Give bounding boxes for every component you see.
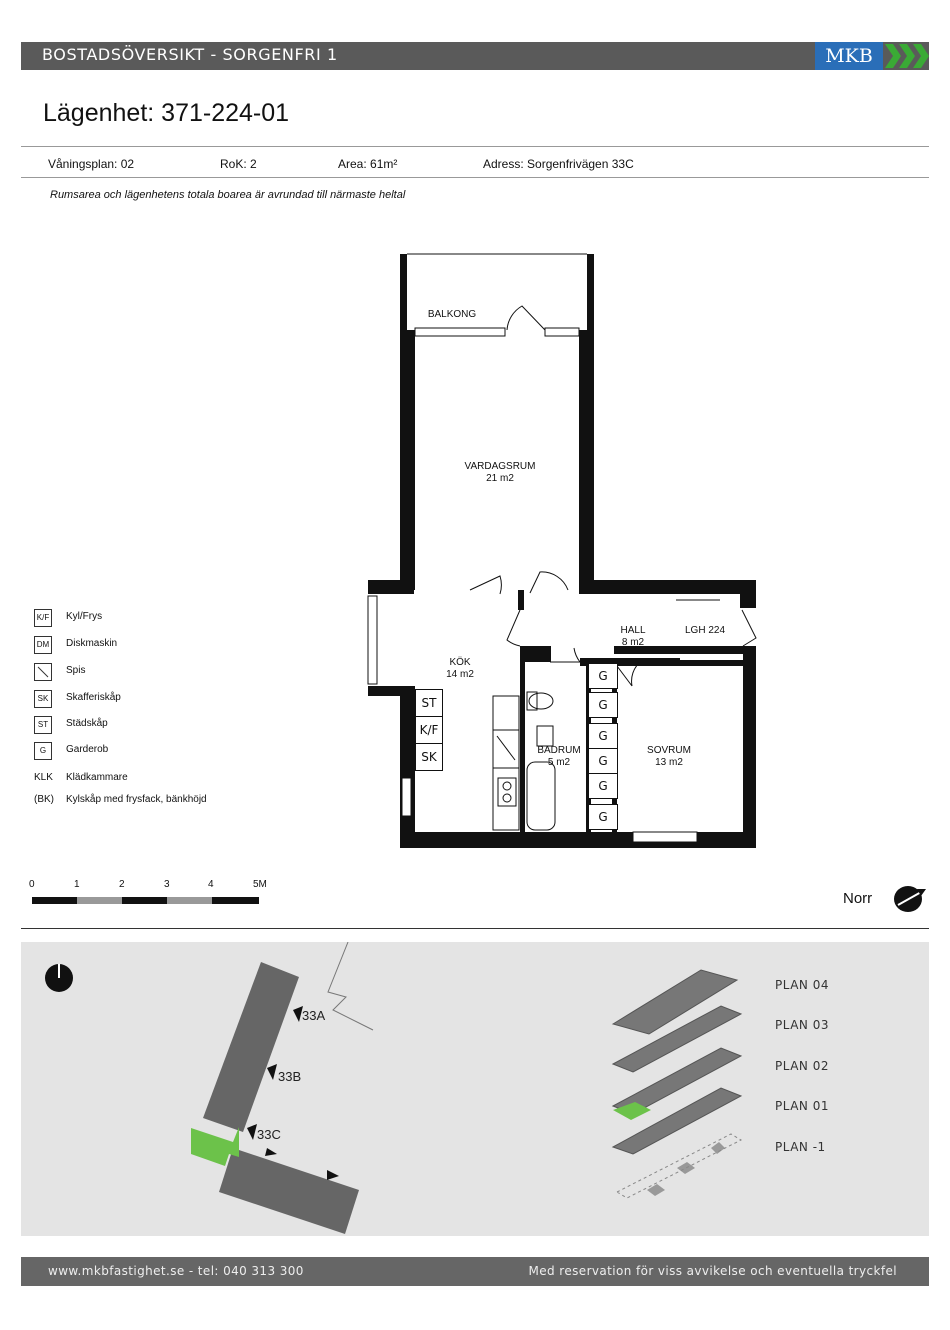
scale-bar <box>32 897 262 905</box>
stove-symbol-icon <box>34 663 52 681</box>
north-arrow-icon <box>893 883 927 913</box>
legend-label: Diskmaskin <box>66 638 118 649</box>
plan-label: PLAN -1 <box>775 1140 826 1154</box>
legend-code: (BK) <box>34 794 54 805</box>
room-sovrum-area: 13 m2 <box>655 757 683 768</box>
room-badrum <box>535 745 583 769</box>
logo-text: MKB <box>815 42 883 70</box>
room-kok <box>430 657 490 681</box>
scale-label: 1 <box>74 879 80 890</box>
legend-code: G <box>34 742 52 760</box>
footer-disclaimer: Med reservation för viss avvikelse och eventuella tryckfel <box>528 1264 897 1278</box>
legend-code: SK <box>34 690 52 708</box>
apartment-title: Lägenhet: 371-224-01 <box>43 99 290 127</box>
area-info: Area: 61m² <box>338 157 398 171</box>
plan-label: PLAN 03 <box>775 1018 829 1032</box>
plan-label: PLAN 04 <box>775 978 829 992</box>
plan-label: PLAN 02 <box>775 1059 829 1073</box>
title-project: SORGENFRI 1 <box>222 45 338 64</box>
rounding-note: Rumsarea och lägenhetens totala boarea är avrundad till närmaste heltal <box>50 189 406 201</box>
room-badrum-label: BADRUM <box>537 745 581 756</box>
legend-code: DM <box>34 636 52 654</box>
wardrobe: G <box>588 748 618 774</box>
legend-label: Städskåp <box>66 718 108 729</box>
title-separator: - <box>204 45 223 64</box>
wardrobe: G <box>588 723 618 749</box>
scale-label: 2 <box>119 879 125 890</box>
legend-code: KLK <box>34 772 53 783</box>
room-hall <box>612 625 654 649</box>
scale-label: 5M <box>253 879 267 890</box>
entrance-label: 33B <box>278 1069 302 1084</box>
footer-contact: www.mkbfastighet.se - tel: 040 313 300 <box>48 1264 304 1278</box>
room-vardagsrum-area: 21 m2 <box>486 473 514 484</box>
scale-label: 4 <box>208 879 214 890</box>
title-bold: BOSTADSÖVERSIKT <box>42 45 205 64</box>
wardrobe: G <box>588 692 618 718</box>
legend-code: K/F <box>34 609 52 627</box>
scale-label: 0 <box>29 879 35 890</box>
room-vardagsrum-label: VARDAGSRUM <box>464 461 536 472</box>
room-sovrum <box>634 745 704 769</box>
room-kok-area: 14 m2 <box>446 669 474 680</box>
divider <box>21 928 929 929</box>
room-kok-label: KÖK <box>449 657 471 668</box>
legend-label: Garderob <box>66 744 109 755</box>
room-hall-area: 8 m2 <box>621 637 645 648</box>
north-label: Norr <box>843 890 873 907</box>
room-vardagsrum <box>450 461 550 485</box>
apartment-number-label: LGH 224 <box>684 625 726 636</box>
legend-label: Klädkammare <box>66 772 128 783</box>
legend-code: ST <box>34 716 52 734</box>
wardrobe: G <box>588 663 618 689</box>
rok-info: RoK: 2 <box>220 157 257 171</box>
legend-label: Skafferiskåp <box>66 692 121 703</box>
address-info: Adress: Sorgenfrivägen 33C <box>483 157 634 171</box>
cabinet-kf: K/F <box>415 716 443 744</box>
room-hall-label: HALL <box>620 625 646 636</box>
legend-label: Kylskåp med frysfack, bänkhöjd <box>66 794 207 805</box>
room-balkong: BALKONG <box>427 309 477 320</box>
room-badrum-area: 5 m2 <box>547 757 571 768</box>
entrance-label: 33C <box>257 1127 281 1142</box>
wardrobe: G <box>588 773 618 799</box>
room-sovrum-label: SOVRUM <box>647 745 691 756</box>
cabinet-st: ST <box>415 689 443 717</box>
plan-label: PLAN 01 <box>775 1099 829 1113</box>
wardrobe: G <box>588 804 618 830</box>
legend-label: Kyl/Frys <box>66 611 103 622</box>
legend-label: Spis <box>66 665 86 676</box>
scale-label: 3 <box>164 879 170 890</box>
cabinet-sk: SK <box>415 743 443 771</box>
entrance-label: 33A <box>302 1008 326 1023</box>
floor-plan-info: Våningsplan: 02 <box>48 157 135 171</box>
footer-bar <box>21 1257 929 1286</box>
